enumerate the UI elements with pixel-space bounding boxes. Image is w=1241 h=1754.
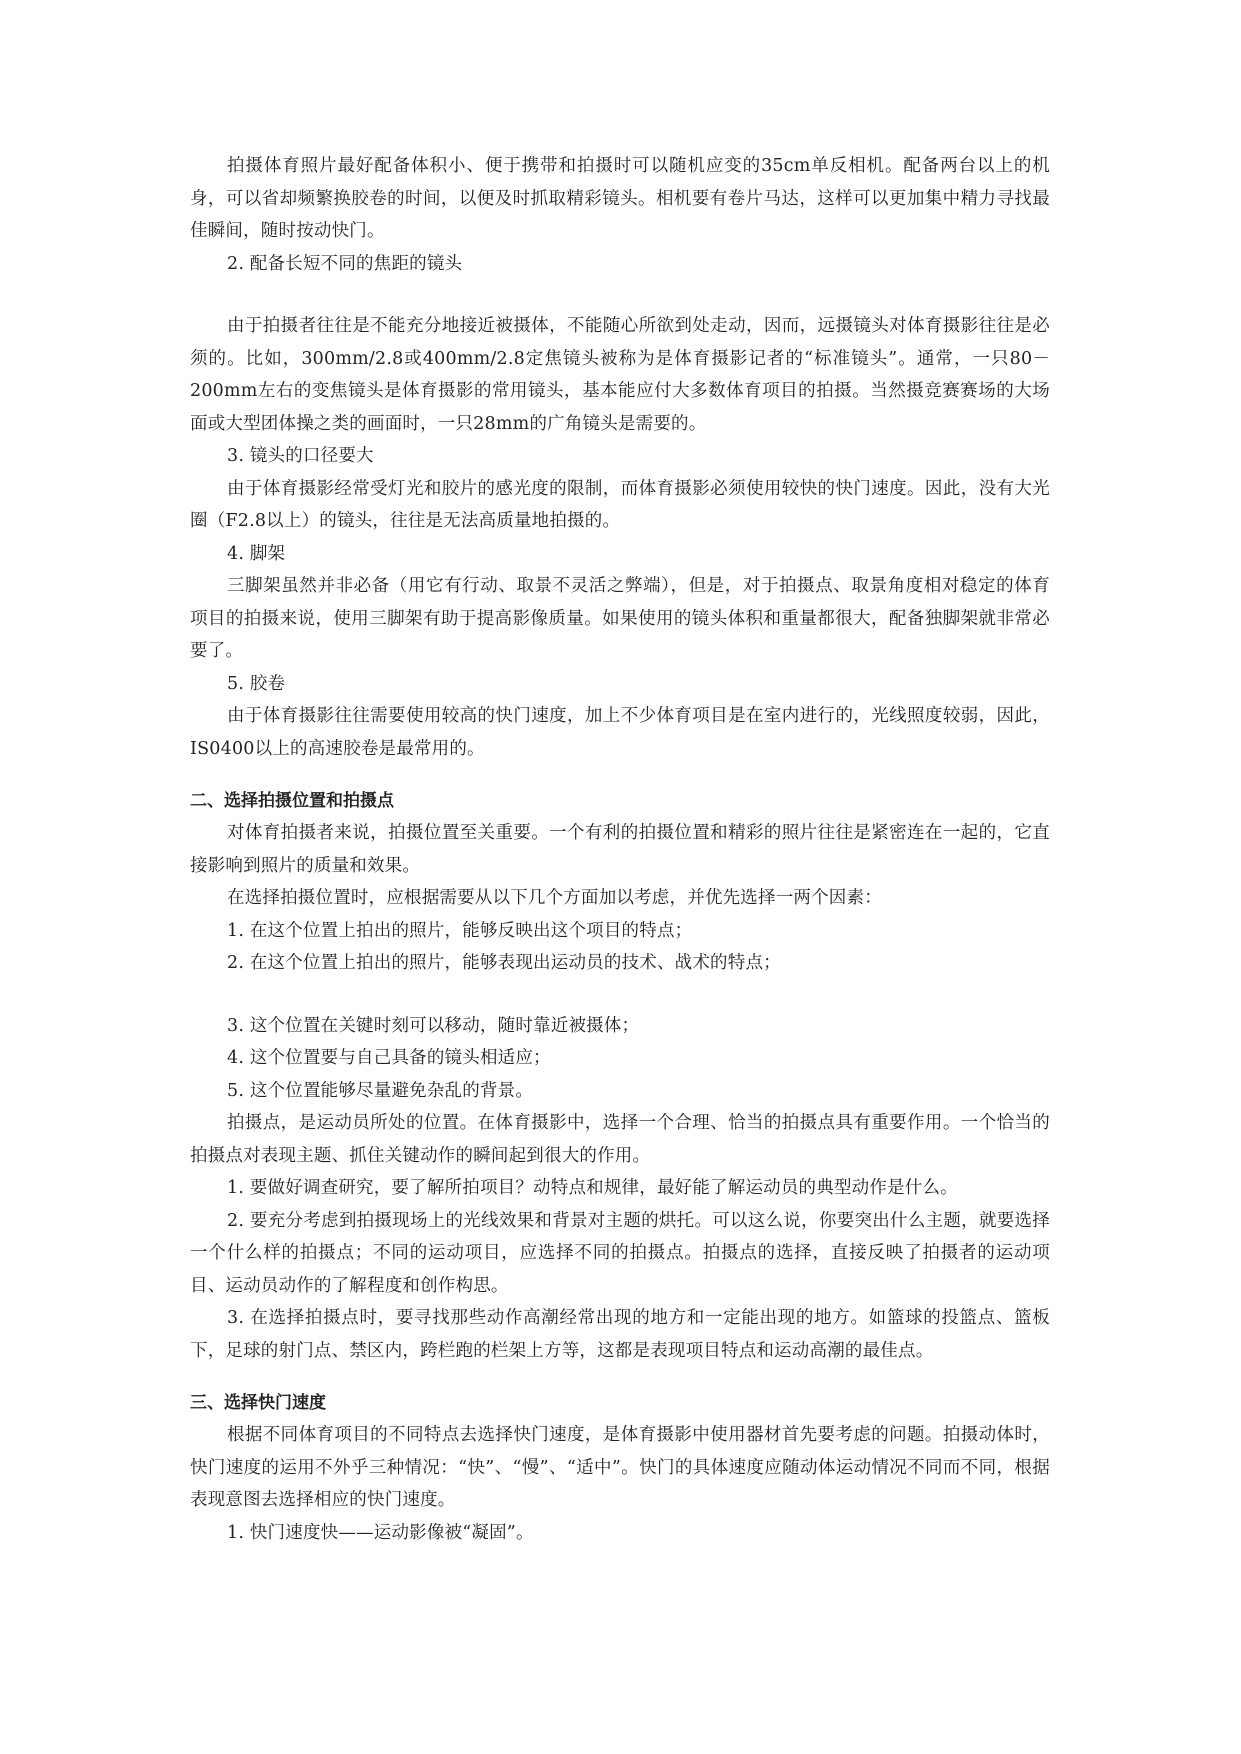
item-aperture: 3. 镜头的口径要大 <box>227 446 374 466</box>
section-heading-shutter: 三、选择快门速度 <box>190 1393 326 1413</box>
paragraph-tripod: 三脚架虽然并非必备（用它有行动、取景不灵活之弊端），但是，对于拍摄点、取景角度相对稳定的体育项目的拍摄来说，使用三脚架有助于提高影像质量。如果使用的镜头体积和重量都很大，配备独脚架就非常必要了。 <box>190 576 1050 661</box>
paragraph-position-intro: 对体育拍摄者来说，拍摄位置至关重要。一个有利的拍摄位置和精彩的照片往往是紧密连在一起的，它直接影响到照片的质量和效果。 <box>190 823 1050 876</box>
spacer <box>190 980 1050 1010</box>
list-item: 4. 这个位置要与自己具备的镜头相适应； <box>227 1048 551 1068</box>
paragraph-film: 由于体育摄影往往需要使用较高的快门速度，加上不少体育项目是在室内进行的，光线照度较弱，因此，IS0400以上的高速胶卷是最常用的。 <box>190 706 1050 759</box>
paragraph-research: 1. 要做好调查研究，要了解所拍项目？动特点和规律，最好能了解运动员的典型动作是什么。 <box>227 1178 958 1198</box>
list-item: 3. 这个位置在关键时刻可以移动，随时靠近被摄体； <box>227 1015 640 1036</box>
paragraph-climax-points: 3. 在选择拍摄点时，要寻找那些动作高潮经常出现的地方和一定能出现的地方。如篮球的投篮点、篮板下，足球的射门点、禁区内，跨栏跑的栏架上方等，这都是表现项目特点和运动高潮的最佳点。 <box>190 1308 1050 1361</box>
paragraph-aperture: 由于体育摄影经常受灯光和胶片的感光度的限制，而体育摄影必须使用较快的快门速度。因此，没有大光圈（F2.8以上）的镜头，往往是无法高质量地拍摄的。 <box>190 478 1050 531</box>
item-film: 5. 胶卷 <box>227 673 286 694</box>
document-page <box>190 150 1050 1549</box>
item-fast-shutter: 1. 快门速度快——运动影像被“凝固”。 <box>227 1522 534 1543</box>
spacer <box>190 1367 1050 1387</box>
list-item: 5. 这个位置能够尽量避免杂乱的背景。 <box>227 1080 534 1101</box>
spacer <box>190 280 1050 310</box>
spacer <box>190 765 1050 785</box>
list-item: 2. 在这个位置上拍出的照片，能够表现出运动员的技术、战术的特点； <box>227 953 781 973</box>
paragraph-camera: 拍摄体育照片最好配备体积小、便于携带和拍摄时可以随机应变的35cm单反相机。配备两台以上的机身，可以省却频繁换胶卷的时间，以便及时抓取精彩镜头。相机要有卷片马达，这样可以更加集中精力寻找最佳瞬间，随时按动快门。 <box>190 156 1050 241</box>
paragraph-light-background: 2. 要充分考虑到拍摄现场上的光线效果和背景对主题的烘托。可以这么说，你要突出什么主题，就要选择一个什么样的拍摄点；不同的运动项目，应选择不同的拍摄点。拍摄点的选择，直接反映了拍摄者的运动项目、运动员动作的了解程度和创作构思。 <box>190 1210 1050 1296</box>
paragraph-telephoto: 由于拍摄者往往是不能充分地接近被摄体，不能随心所欲到处走动，因而，远摄镜头对体育摄影往往是必须的。比如，300mm/2.8或400mm/2.8定焦镜头被称为是体育摄影记者的“标准镜头”。通常，一只80－200mm左右的变焦镜头是体育摄影的常用镜头，基本能应付大多数体育项目的拍摄。当然摄竞赛赛场的大场面或大型团体操之类的画面时，一只28mm的广角镜头是需要的。 <box>190 316 1050 434</box>
list-item: 1. 在这个位置上拍出的照片，能够反映出这个项目的特点； <box>227 920 693 941</box>
paragraph-shooting-point: 拍摄点，是运动员所处的位置。在体育摄影中，选择一个合理、恰当的拍摄点具有重要作用。一个恰当的拍摄点对表现主题、抓住关键动作的瞬间起到很大的作用。 <box>190 1113 1050 1166</box>
paragraph-shutter-intro: 根据不同体育项目的不同特点去选择快门速度，是体育摄影中使用器材首先要考虑的问题。拍摄动体时，快门速度的运用不外乎三种情况：“快”、“慢”、“适中”。快门的具体速度应随动体运动情况不同而不同，根据表现意图去选择相应的快门速度。 <box>190 1425 1050 1510</box>
section-heading-position: 二、选择拍摄位置和拍摄点 <box>190 791 394 811</box>
paragraph-position-factors: 在选择拍摄位置时，应根据需要从以下几个方面加以考虑，并优先选择一两个因素： <box>227 888 882 908</box>
item-tripod: 4. 脚架 <box>227 543 286 564</box>
item-lens-focal: 2. 配备长短不同的焦距的镜头 <box>227 253 463 274</box>
